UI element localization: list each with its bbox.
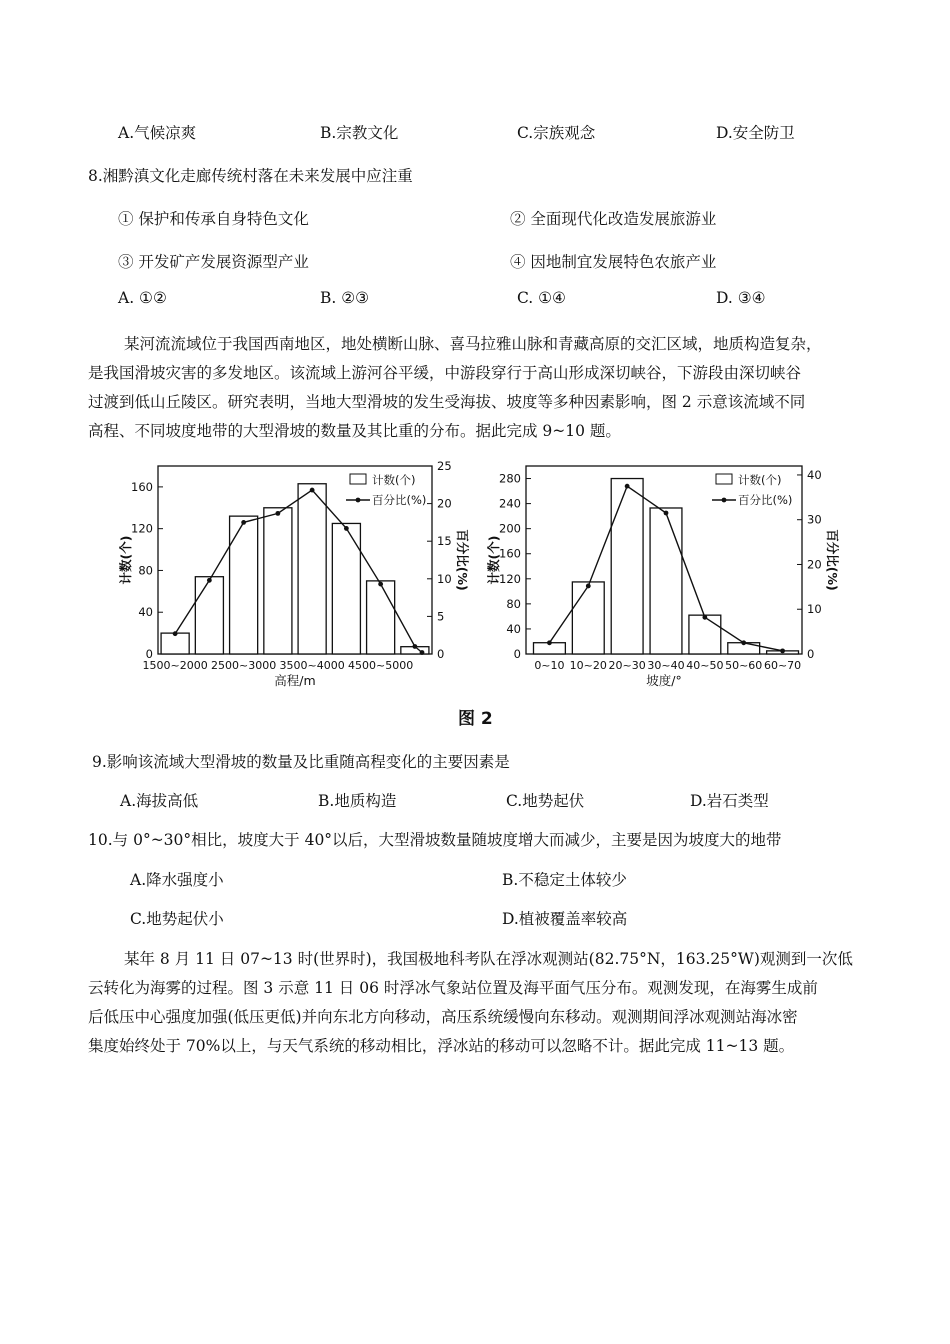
elevation-chart: [110, 458, 490, 698]
bar: [611, 479, 643, 654]
passage-line: 某河流流域位于我国西南地区，地处横断山脉、喜马拉雅山脉和青藏高原的交汇区域，地质构造复杂，: [124, 335, 822, 353]
q8-item-3: ③ 开发矿产发展资源型产业: [118, 253, 309, 271]
left-axis-title: 计数(个): [118, 535, 133, 585]
passage-line: 后低压中心强度加强(低压更低)并向东北方向移动，高压系统缓慢向东移动。观测期间浮冰观测站海冰密: [88, 1008, 798, 1026]
passage-landslide: [88, 330, 878, 446]
left-axis-tick-label: 200: [499, 521, 521, 536]
left-axis-tick-label: 240: [499, 496, 521, 511]
bar: [367, 581, 395, 654]
percent-point: [664, 511, 669, 516]
bar: [195, 577, 223, 654]
legend-label-count: 计数(个): [372, 473, 416, 487]
percent-point: [780, 648, 785, 653]
percent-point: [625, 484, 630, 489]
bar: [650, 508, 682, 654]
left-axis-tick-label: 80: [506, 596, 521, 611]
x-axis-title: 高程/m: [274, 673, 316, 688]
left-axis-tick-label: 120: [499, 571, 521, 586]
bar: [298, 484, 326, 654]
q7-option-d: D.安全防卫: [716, 124, 795, 142]
bar: [332, 523, 360, 654]
left-axis-tick-label: 0: [145, 647, 153, 661]
legend-bar-swatch: [350, 474, 366, 484]
right-axis-tick-label: 30: [807, 512, 822, 527]
passage-line: 云转化为海雾的过程。图 3 示意 11 日 06 时浮冰气象站位置及海平面气压分布。观测发现，在海雾生成前: [88, 979, 818, 997]
passage-line: 是我国滑坡灾害的多发地区。该流域上游河谷平缓，中游段穿行于高山形成深切峡谷，下游段由深切峡谷: [88, 364, 802, 382]
x-tick-label: 40~50: [686, 659, 724, 672]
legend-bar-swatch: [716, 474, 732, 484]
legend-line-point: [356, 498, 361, 503]
q8-stem: 8.湘黔滇文化走廊传统村落在未来发展中应注重: [88, 167, 413, 185]
q9-option-c: C.地势起伏: [506, 792, 585, 810]
legend-label-percent: 百分比(%): [372, 493, 427, 507]
right-axis-tick-label: 10: [437, 571, 452, 586]
percent-point: [344, 526, 349, 531]
x-tick-label: 50~60: [725, 659, 763, 672]
q10-option-b: B.不稳定土体较少: [502, 871, 627, 889]
q8-option-d: D. ③④: [716, 289, 766, 307]
q8-option-a: A. ①②: [118, 289, 167, 307]
q8-item-2: ② 全面现代化改造发展旅游业: [510, 210, 717, 228]
x-tick-label: 1500~2000: [142, 659, 208, 672]
percent-point: [173, 631, 178, 636]
passage-sea-fog: [88, 945, 878, 1061]
legend-line-point: [722, 498, 727, 503]
x-tick-label: 30~40: [647, 659, 685, 672]
passage-line: 某年 8 月 11 日 07~13 时(世界时)，我国极地科考队在浮冰观测站(82.75°N，163.25°W)观测到一次低: [124, 950, 853, 968]
right-axis-tick-label: 0: [437, 647, 445, 661]
x-tick-label: 60~70: [763, 659, 802, 672]
percent-point: [741, 640, 746, 645]
bar: [572, 582, 604, 654]
q10-option-c: C.地势起伏小: [130, 910, 224, 928]
percent-point: [586, 584, 591, 589]
left-axis-tick-label: 120: [131, 521, 153, 536]
bar: [161, 633, 189, 654]
left-axis-tick-label: 160: [131, 479, 153, 494]
legend-label-percent: 百分比(%): [738, 493, 793, 507]
x-tick-label: 3500~4000: [279, 659, 345, 672]
figure-caption: 图 2: [458, 709, 493, 729]
bar: [264, 508, 292, 654]
left-axis-tick-label: 160: [499, 546, 521, 561]
q7-option-c: C.宗族观念: [517, 124, 596, 142]
right-axis-tick-label: 0: [807, 647, 815, 661]
q8-option-b: B. ②③: [320, 289, 370, 307]
q9-option-a: A.海拔高低: [120, 792, 199, 810]
left-axis-tick-label: 40: [138, 605, 153, 620]
q10-option-d: D.植被覆盖率较高: [502, 910, 628, 928]
right-axis-title: 百分比(%): [825, 529, 840, 591]
percent-point: [412, 644, 417, 649]
passage-line: 过渡到低山丘陵区。研究表明，当地大型滑坡的发生受海拔、坡度等多种因素影响，图 2 示意该流域不同: [88, 393, 806, 411]
left-axis-tick-label: 280: [499, 471, 521, 486]
right-axis-tick-label: 40: [807, 467, 822, 482]
percent-point: [275, 511, 280, 516]
q8-item-4: ④ 因地制宜发展特色农旅产业: [510, 253, 717, 271]
passage-line: 高程、不同坡度地带的大型滑坡的数量及其比重的分布。据此完成 9~10 题。: [88, 422, 621, 440]
percent-point: [207, 578, 212, 583]
legend-label-count: 计数(个): [738, 473, 782, 487]
percent-point: [420, 650, 425, 655]
q9-option-b: B.地质构造: [318, 792, 397, 810]
right-axis-tick-label: 20: [807, 557, 822, 572]
q10-stem: 10.与 0°~30°相比，坡度大于 40°以后，大型滑坡数量随坡度增大而减少，主要是因为坡度大的地带: [88, 831, 782, 849]
left-axis-tick-label: 0: [513, 647, 521, 661]
x-tick-label: 0~10: [534, 659, 565, 672]
q10-option-a: A.降水强度小: [130, 871, 224, 889]
left-axis-title: 计数(个): [486, 535, 501, 585]
percent-point: [241, 520, 246, 525]
right-axis-tick-label: 25: [437, 459, 452, 473]
left-axis-tick-label: 80: [138, 563, 153, 578]
q7-option-b: B.宗教文化: [320, 124, 399, 142]
slope-chart: [480, 458, 840, 698]
percent-point: [378, 582, 383, 587]
bar: [230, 516, 258, 654]
percent-point: [310, 488, 315, 493]
right-axis-title: 百分比(%): [455, 529, 470, 591]
passage-line: 集度始终处于 70%以上，与天气系统的移动相比，浮冰站的移动可以忽略不计。据此完成 11~13 题。: [88, 1037, 795, 1055]
x-tick-label: 10~20: [569, 659, 607, 672]
right-axis-tick-label: 10: [807, 602, 822, 617]
x-tick-label: 4500~5000: [348, 659, 414, 672]
right-axis-tick-label: 15: [437, 534, 452, 549]
percent-point: [547, 640, 552, 645]
percent-point: [702, 615, 707, 620]
left-axis-tick-label: 40: [506, 621, 521, 636]
q9-option-d: D.岩石类型: [690, 792, 769, 810]
q8-item-1: ① 保护和传承自身特色文化: [118, 210, 309, 228]
x-tick-label: 2500~3000: [211, 659, 277, 672]
x-axis-title: 坡度/°: [646, 673, 682, 688]
q8-option-c: C. ①④: [517, 289, 566, 307]
bar: [689, 615, 721, 654]
right-axis-tick-label: 20: [437, 496, 452, 511]
x-tick-label: 20~30: [608, 659, 646, 672]
q7-option-a: A.气候凉爽: [118, 124, 197, 142]
q9-stem: 9.影响该流域大型滑坡的数量及比重随高程变化的主要因素是: [92, 753, 510, 771]
right-axis-tick-label: 5: [437, 609, 445, 624]
